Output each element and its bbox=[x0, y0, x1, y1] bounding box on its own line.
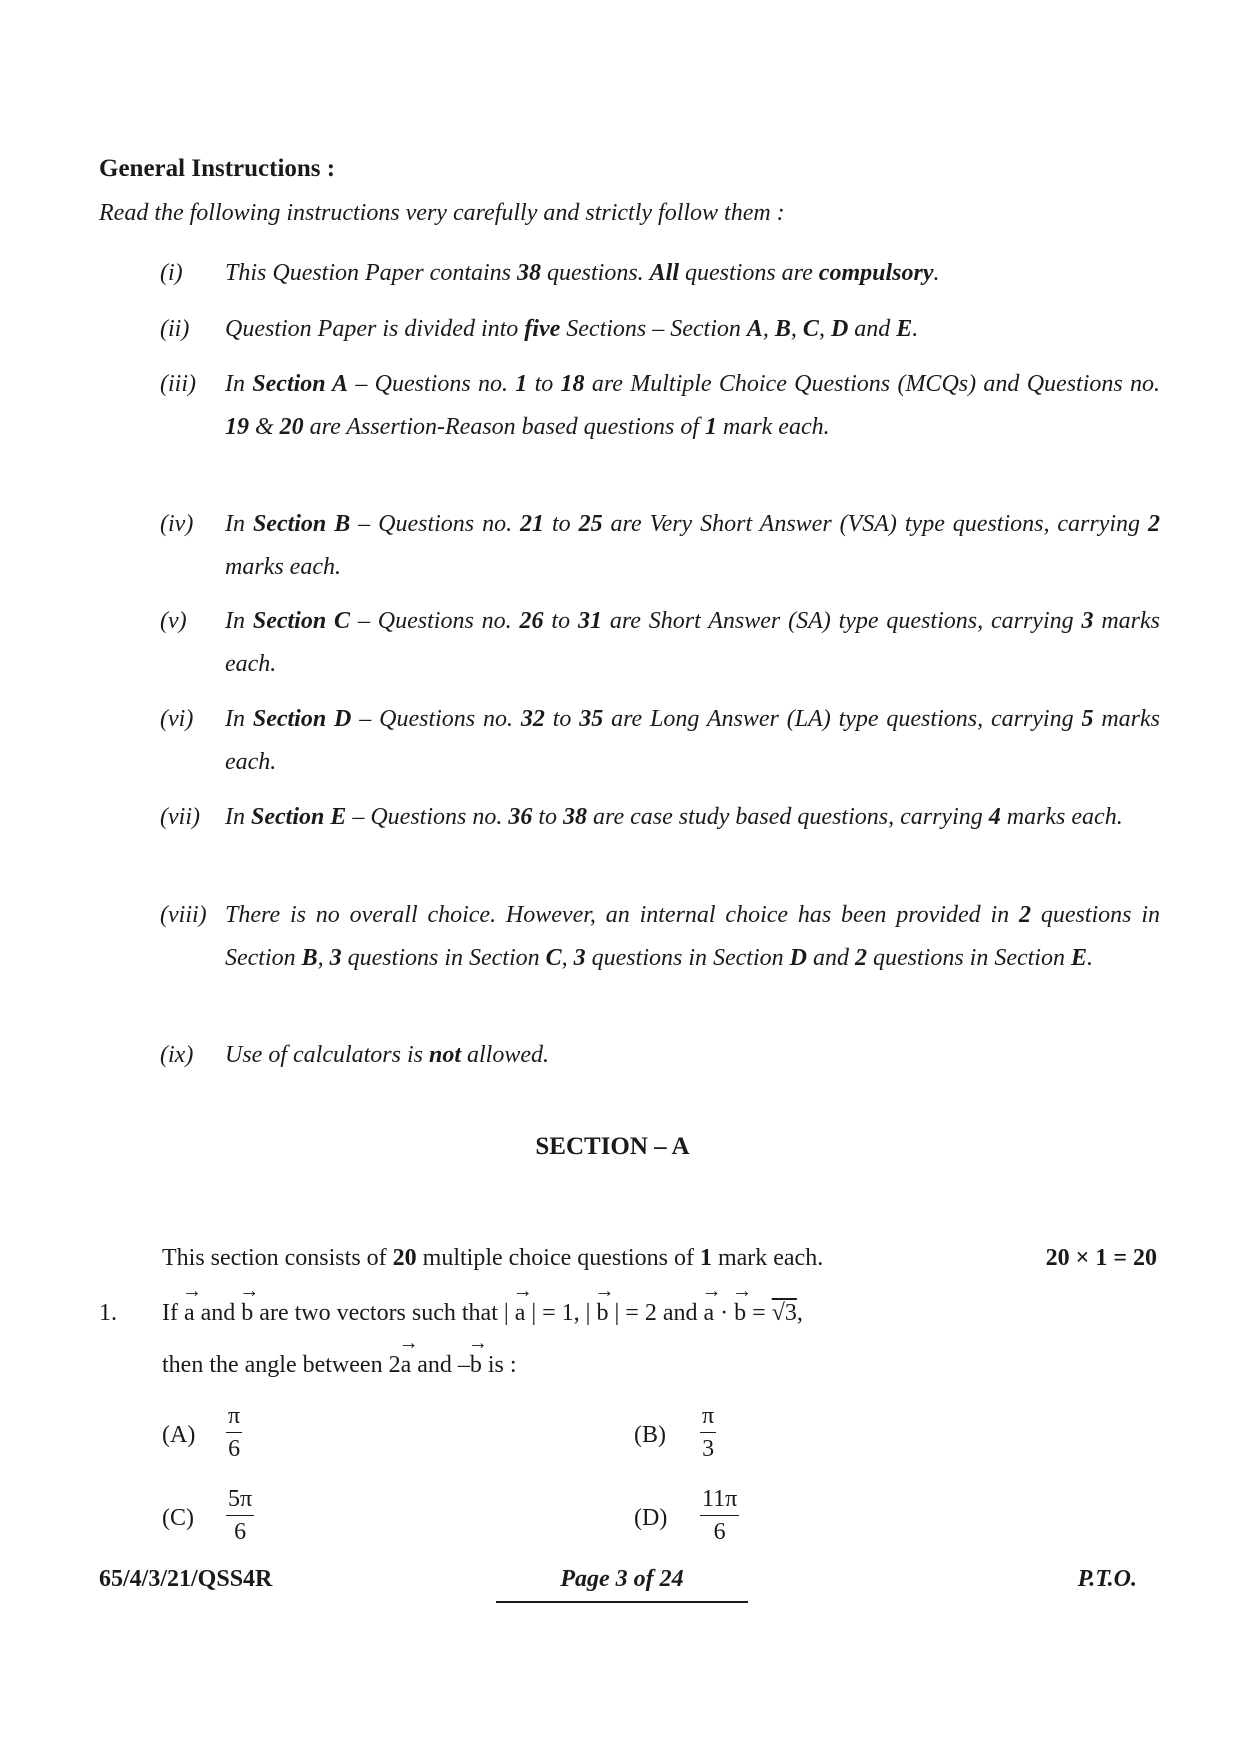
option-c-label: (C) bbox=[162, 1505, 194, 1531]
item-text: In Section A – Questions no. 1 to 18 are Multiple Choice Questions (MCQs) and Questions no. 19 & 20 are Assertion-Reason based questions of 1 mark each. bbox=[225, 371, 1161, 440]
item-text: In Section E – Questions no. 36 to 38 are case study based questions, carrying 4 marks each. bbox=[225, 804, 1123, 830]
item-text: In Section B – Questions no. 21 to 25 are Very Short Answer (VSA) type questions, carrying 2 marks each. bbox=[225, 511, 1160, 580]
vector-b: → b bbox=[239, 1280, 260, 1326]
instruction-item-v bbox=[160, 600, 1160, 686]
question-1-line-2: then the angle between 2 → a and – → b is : bbox=[162, 1332, 517, 1378]
vector-arrow-icon: → bbox=[239, 1280, 260, 1302]
vector-b: → b bbox=[732, 1280, 753, 1326]
vector-b: → b bbox=[467, 1332, 488, 1378]
instruction-item-i bbox=[160, 252, 1160, 295]
item-text: Question Paper is divided into five Sections – Section A, B, C, D and E. bbox=[225, 316, 919, 342]
item-number: (vii) bbox=[160, 804, 200, 830]
instructions-title: General Instructions : bbox=[99, 155, 336, 182]
vector-arrow-icon: → bbox=[594, 1280, 615, 1302]
option-a-fraction: $\frac{\pi}{6}$ bbox=[228, 1403, 241, 1462]
option-a-label: (A) bbox=[162, 1422, 196, 1448]
pto-label: P.T.O. bbox=[1077, 1566, 1137, 1592]
instruction-item-iii bbox=[160, 363, 1160, 449]
item-number: (vi) bbox=[160, 706, 194, 732]
sqrt-3: √3 bbox=[771, 1300, 797, 1326]
instruction-item-ii bbox=[160, 308, 1160, 351]
vector-a: → a bbox=[181, 1280, 202, 1326]
vector-arrow-icon: → bbox=[732, 1280, 753, 1302]
instructions-lead: Read the following instructions very carefully and strictly follow them : bbox=[99, 200, 785, 226]
vector-b: → b bbox=[594, 1280, 615, 1326]
item-number: (i) bbox=[160, 260, 183, 286]
instruction-item-vi bbox=[160, 698, 1160, 784]
item-number: (iv) bbox=[160, 511, 194, 537]
section-title: SECTION – A bbox=[535, 1133, 690, 1160]
item-text: Use of calculators is not allowed. bbox=[225, 1042, 550, 1068]
item-number: (ii) bbox=[160, 316, 190, 342]
question-1-line-1: If → a and → b are two vectors such that | → a | = 1, | → b | = 2 and → a · → b = √3, bbox=[162, 1280, 803, 1326]
instruction-item-ix bbox=[160, 1034, 1160, 1077]
item-text: In Section D – Questions no. 32 to 35 are Long Answer (LA) type questions, carrying 5 marks each. bbox=[225, 706, 1160, 775]
vector-arrow-icon: → bbox=[181, 1280, 202, 1302]
option-d-label: (D) bbox=[634, 1505, 668, 1531]
section-description: This section consists of 20 multiple choice questions of 1 mark each. bbox=[162, 1245, 824, 1271]
item-number: (v) bbox=[160, 608, 187, 634]
option-c-fraction: $\frac{5\pi}{6}$ bbox=[228, 1486, 253, 1545]
item-number: (ix) bbox=[160, 1042, 194, 1068]
section-marks: 20 × 1 = 20 bbox=[1045, 1245, 1157, 1271]
item-text: There is no overall choice. However, an internal choice has been provided in 2 questions in Section B, 3 questions in Section C, 3 questions in Section D and 2 questions in Section E. bbox=[225, 902, 1161, 971]
option-b-label: (B) bbox=[634, 1422, 666, 1448]
vector-arrow-icon: → bbox=[467, 1332, 488, 1354]
vector-arrow-icon: → bbox=[512, 1280, 533, 1302]
vector-a: → a bbox=[398, 1332, 419, 1378]
instruction-item-iv bbox=[160, 503, 1160, 589]
vector-arrow-icon: → bbox=[398, 1332, 419, 1354]
item-number: (viii) bbox=[160, 902, 207, 928]
option-b-fraction: $\frac{\pi}{3}$ bbox=[702, 1403, 715, 1462]
paper-code: 65/4/3/21/QSS4R bbox=[99, 1566, 273, 1592]
question-number: 1. bbox=[99, 1300, 117, 1326]
item-number: (iii) bbox=[160, 371, 196, 397]
instruction-item-vii bbox=[160, 796, 1160, 839]
page-number: Page 3 of 24 bbox=[496, 1566, 748, 1603]
vector-a: → a bbox=[512, 1280, 533, 1326]
vector-a: → a bbox=[701, 1280, 722, 1326]
item-text: This Question Paper contains 38 questions. All questions are compulsory. bbox=[225, 260, 940, 286]
instruction-item-viii bbox=[160, 894, 1160, 980]
option-d-fraction: $\frac{11\pi}{6}$ bbox=[702, 1486, 738, 1545]
item-text: In Section C – Questions no. 26 to 31 are Short Answer (SA) type questions, carrying 3 marks each. bbox=[225, 608, 1161, 677]
vector-arrow-icon: → bbox=[701, 1280, 722, 1302]
